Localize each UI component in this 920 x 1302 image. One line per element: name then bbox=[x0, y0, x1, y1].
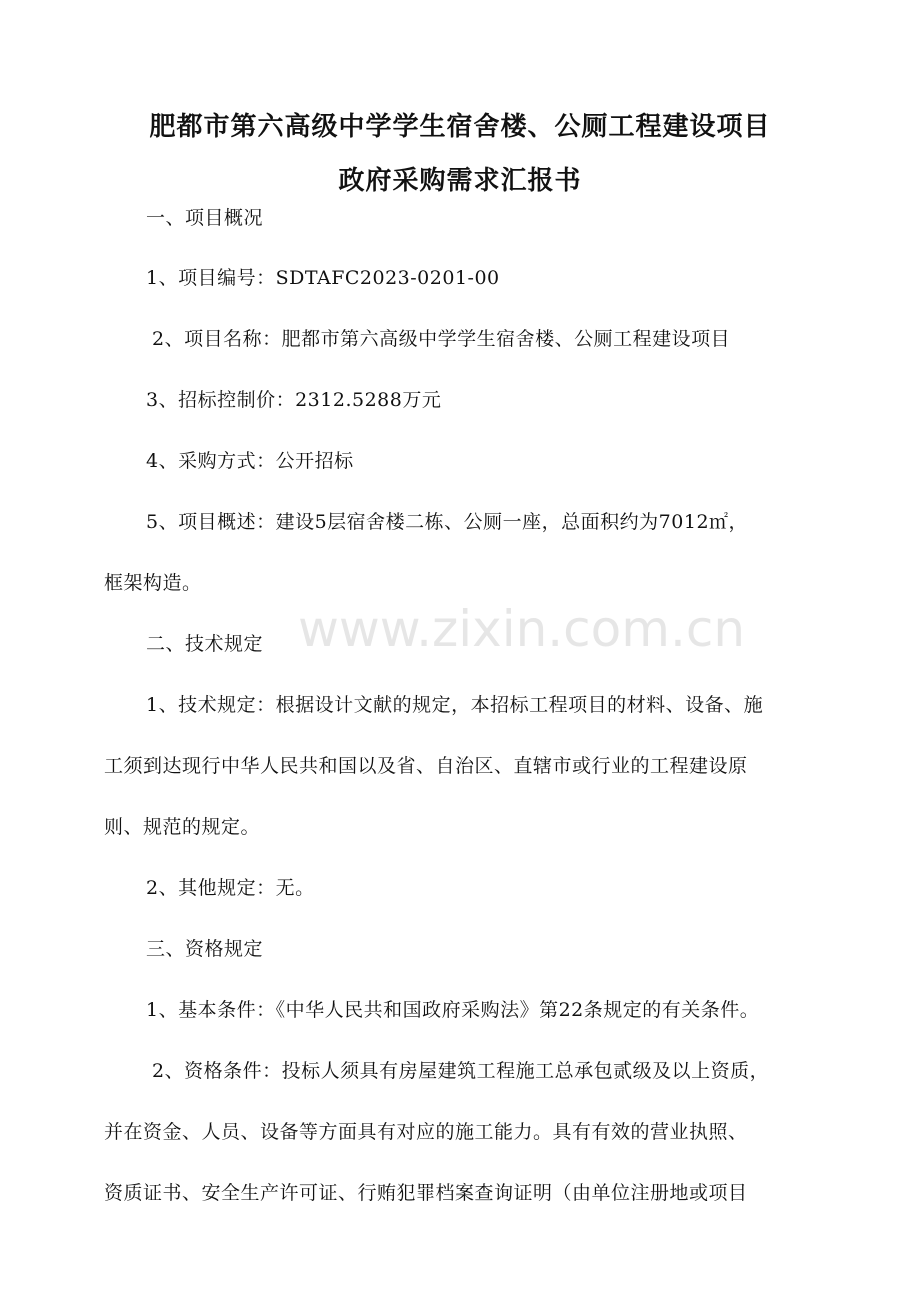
paragraph-project-name: 2、项目名称：肥都市第六高级中学学生宿舍楼、公厕工程建设项目 bbox=[152, 328, 731, 350]
paragraph-technical-requirements: 1、技术规定：根据设计文献的规定，本招标工程项目的材料、设备、施 bbox=[146, 694, 764, 716]
watermark-text: www.zixin.com.cn bbox=[298, 600, 746, 658]
paragraph-qualification-conditions: 2、资格条件：投标人须具有房屋建筑工程施工总承包贰级及以上资质， bbox=[152, 1060, 770, 1082]
paragraph-project-summary: 5、项目概述：建设5层宿舍楼二栋、公厕一座，总面积约为7012㎡， bbox=[146, 511, 749, 533]
section-heading-qualification: 三、资格规定 bbox=[146, 938, 264, 960]
paragraph-project-summary-cont: 框架构造。 bbox=[104, 572, 202, 594]
paragraph-technical-requirements-cont-2: 则、规范的规定。 bbox=[104, 816, 261, 838]
section-heading-project-overview: 一、项目概况 bbox=[146, 207, 264, 229]
document-title-line-1: 肥都市第六高级中学学生宿舍楼、公厕工程建设项目 bbox=[149, 112, 771, 142]
paragraph-control-price: 3、招标控制价：2312.5288万元 bbox=[146, 389, 442, 411]
paragraph-procurement-method: 4、采购方式：公开招标 bbox=[146, 450, 354, 472]
paragraph-qualification-conditions-cont: 并在资金、人员、设备等方面具有对应的施工能力。具有有效的营业执照、 bbox=[104, 1121, 748, 1143]
document-title-line-2: 政府采购需求汇报书 bbox=[338, 166, 582, 196]
paragraph-technical-requirements-cont: 工须到达现行中华人民共和国以及省、自治区、直辖市或行业的工程建设原 bbox=[104, 755, 748, 777]
paragraph-basic-conditions: 1、基本条件：《中华人民共和国政府采购法》第22条规定的有关条件。 bbox=[146, 999, 760, 1021]
section-heading-technical: 二、技术规定 bbox=[146, 633, 264, 655]
paragraph-other-requirements: 2、其他规定：无。 bbox=[146, 877, 315, 899]
paragraph-qualification-conditions-cont-2: 资质证书、安全生产许可证、行贿犯罪档案查询证明（由单位注册地或项目 bbox=[104, 1182, 748, 1204]
paragraph-project-number: 1、项目编号：SDTAFC2023-0201-00 bbox=[146, 267, 500, 289]
